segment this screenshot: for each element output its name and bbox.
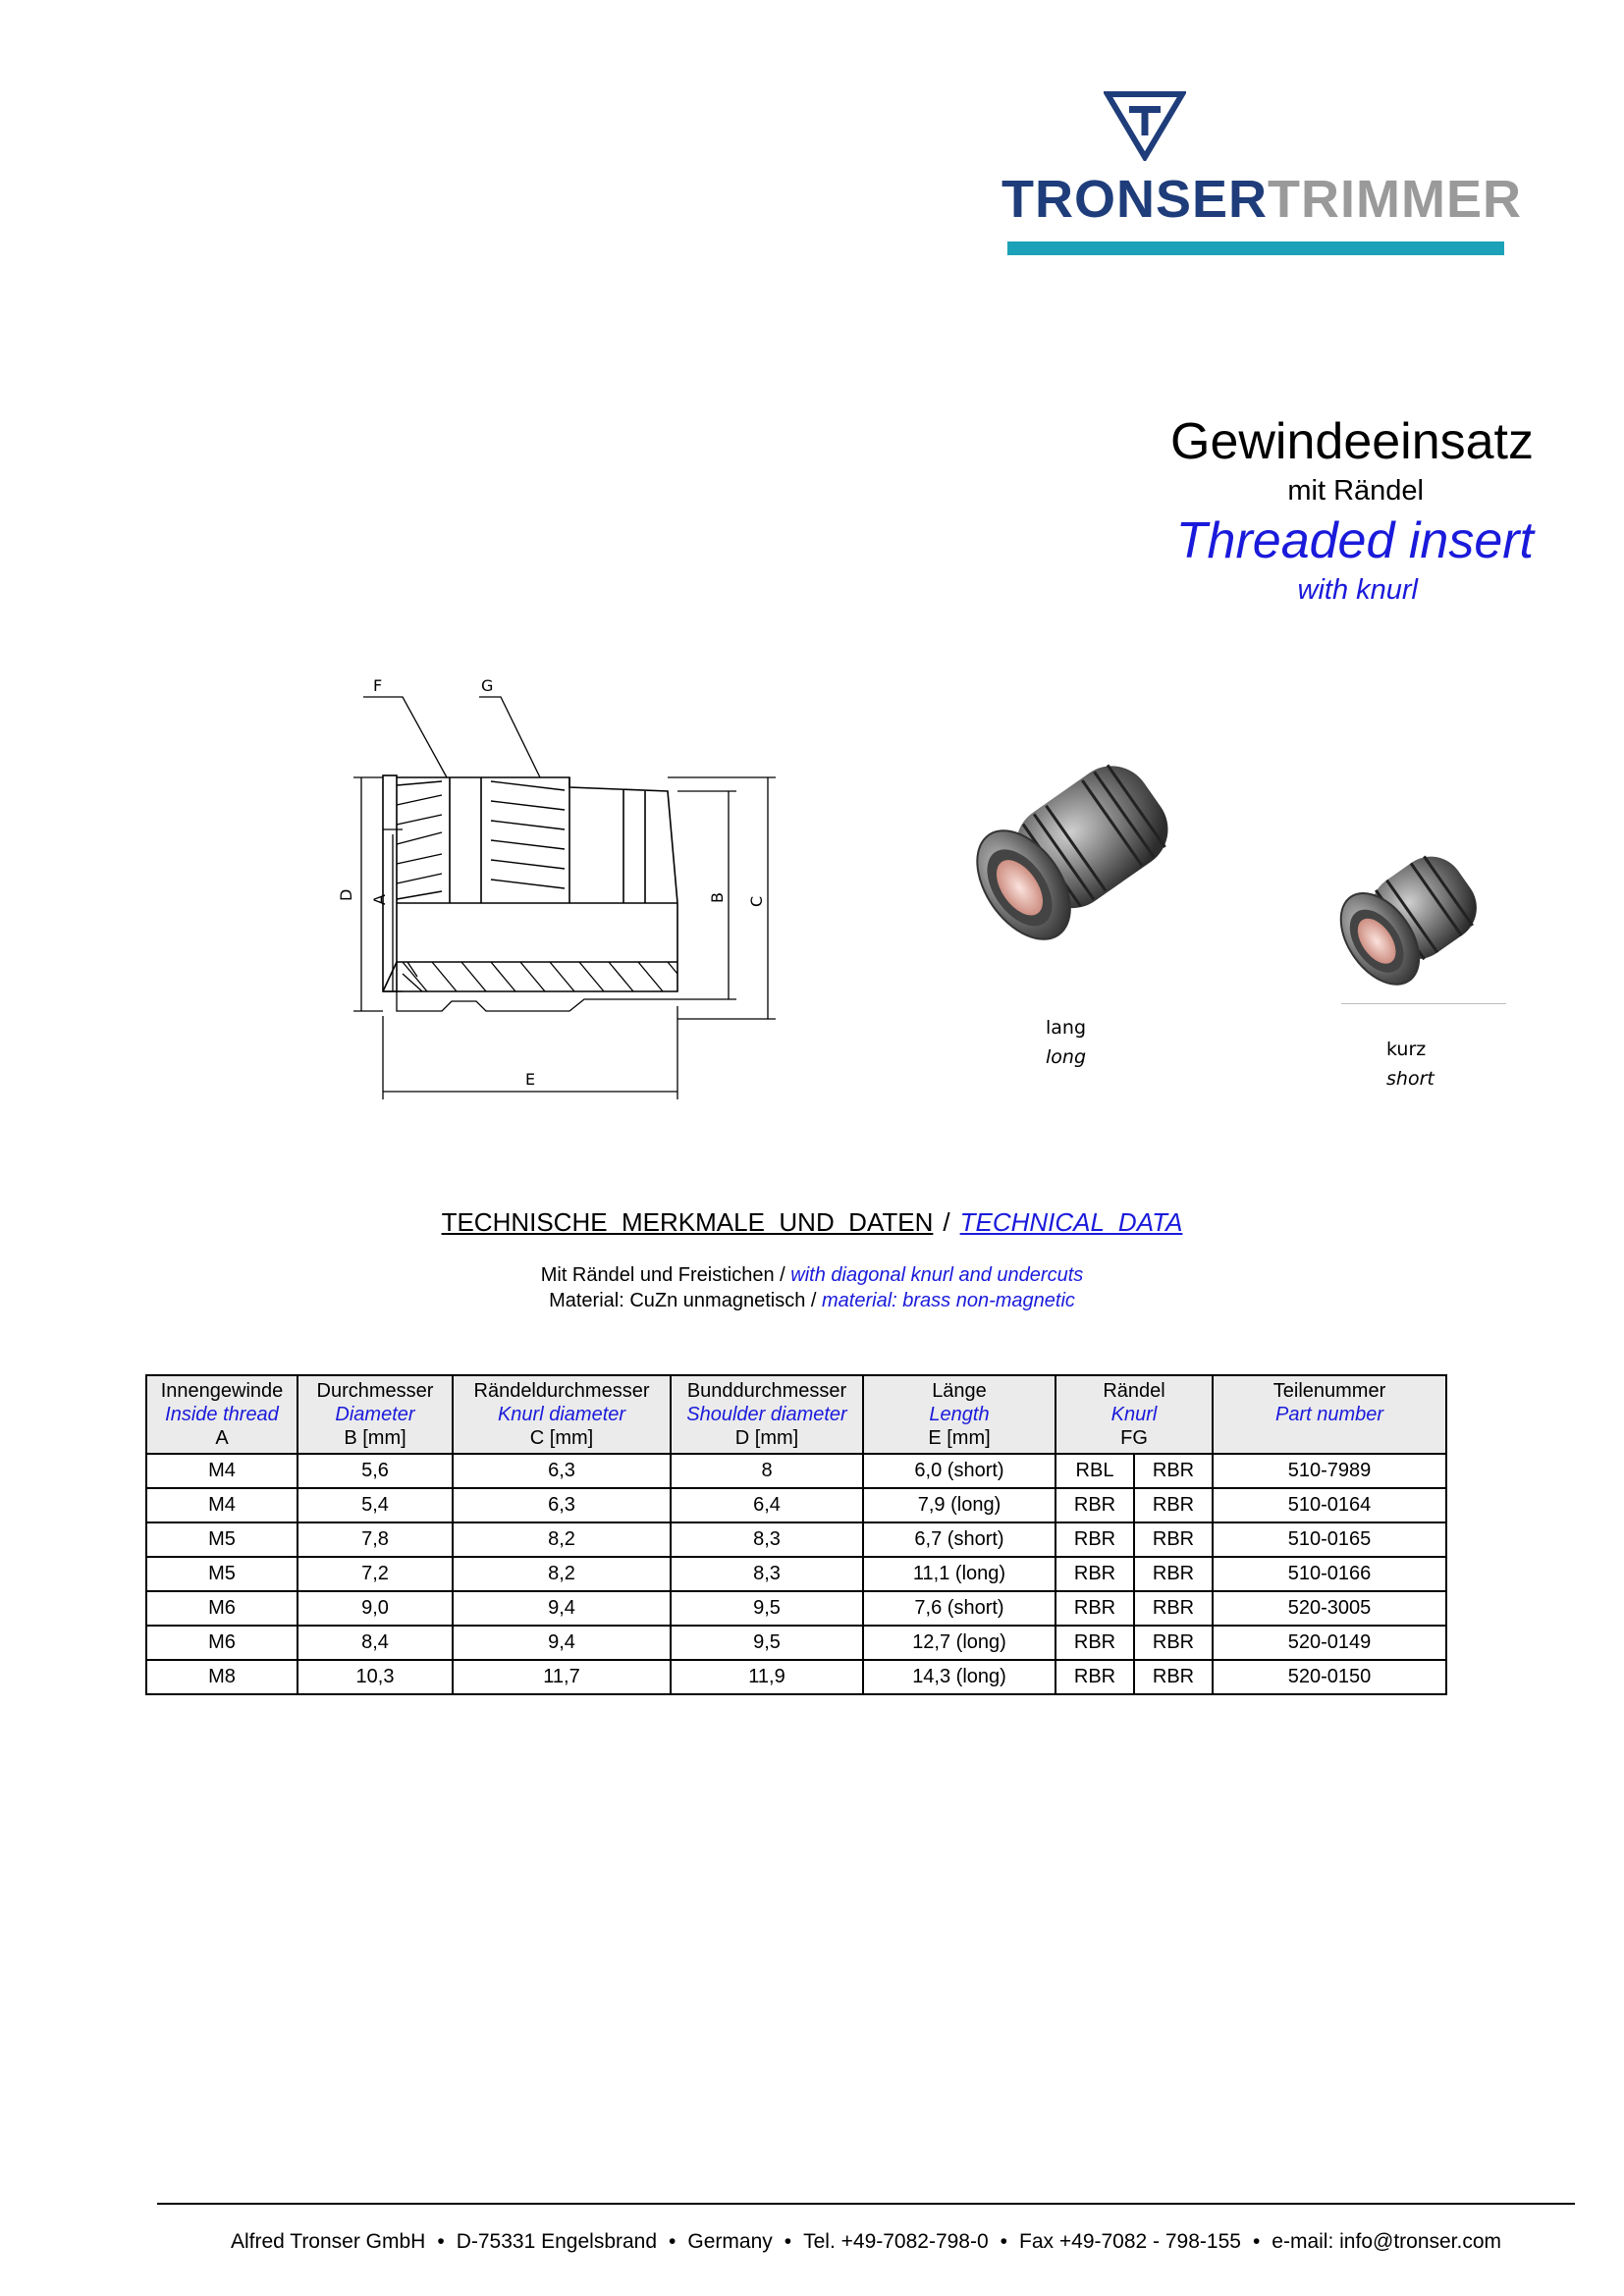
insert-short-photo: [1330, 825, 1527, 1021]
table-cell: 8,2: [453, 1557, 671, 1591]
table-cell: 9,5: [671, 1591, 863, 1626]
footer-bullet: •: [669, 2230, 677, 2253]
col-header-length: Länge Length E [mm]: [863, 1375, 1056, 1454]
table-cell: 9,4: [453, 1591, 671, 1626]
col-header-diameter: Durchmesser Diameter B [mm]: [298, 1375, 453, 1454]
rule-under-short-photo: [1341, 1003, 1506, 1004]
technical-drawing: [245, 667, 835, 1109]
table-row: [146, 1557, 1446, 1591]
table-cell: 7,2: [298, 1557, 453, 1591]
table-cell: 6,7 (short): [863, 1522, 1056, 1557]
table-cell: RBR: [1134, 1522, 1213, 1557]
table-cell: 510-7989: [1213, 1454, 1446, 1488]
table-cell: 8: [671, 1454, 863, 1488]
label-A: A: [370, 894, 389, 905]
table-cell: 6,3: [453, 1488, 671, 1522]
table-cell: M6: [146, 1591, 298, 1626]
table-cell: 7,6 (short): [863, 1591, 1056, 1626]
footer-email[interactable]: e-mail: info@tronser.com: [1272, 2230, 1502, 2253]
table-cell: RBR: [1134, 1557, 1213, 1591]
footer-bullet: •: [784, 2230, 792, 2253]
table-row: [146, 1522, 1446, 1557]
footer-bullet: •: [1252, 2230, 1261, 2253]
table-cell: 520-3005: [1213, 1591, 1446, 1626]
table-header-row: [146, 1375, 1446, 1454]
table-cell: 7,9 (long): [863, 1488, 1056, 1522]
table-cell: RBR: [1134, 1626, 1213, 1660]
footer-divider: [157, 2203, 1575, 2205]
heading-de: TECHNISCHE MERKMALE UND DATEN: [441, 1207, 934, 1237]
footer-phone: Tel. +49-7082-798-0: [803, 2230, 989, 2253]
table-cell: 11,9: [671, 1660, 863, 1694]
col-header-shoulder-diameter: Bunddurchmesser Shoulder diameter D [mm]: [671, 1375, 863, 1454]
page-title-de: Gewindeeinsatz: [1170, 413, 1534, 470]
label-D: D: [337, 888, 355, 901]
table-cell: RBR: [1056, 1626, 1134, 1660]
technical-data-table: [145, 1374, 1447, 1695]
page-footer: [157, 2230, 1575, 2254]
table-row: [146, 1454, 1446, 1488]
footer-bullet: •: [437, 2230, 445, 2253]
col-header-knurl: Rändel Knurl FG: [1056, 1375, 1213, 1454]
table-cell: 8,3: [671, 1522, 863, 1557]
insert-long-photo: [972, 756, 1227, 991]
table-cell: M8: [146, 1660, 298, 1694]
page-subtitle-de: mit Rändel: [1287, 475, 1424, 507]
table-cell: 6,4: [671, 1488, 863, 1522]
product-photos: [972, 756, 1542, 1099]
table-cell: 14,3 (long): [863, 1660, 1056, 1694]
table-cell: RBR: [1134, 1660, 1213, 1694]
table-cell: 510-0165: [1213, 1522, 1446, 1557]
table-cell: 520-0150: [1213, 1660, 1446, 1694]
table-cell: RBR: [1056, 1522, 1134, 1557]
table-cell: 7,8: [298, 1522, 453, 1557]
caption-short-en: short: [1386, 1068, 1435, 1090]
table-cell: 5,6: [298, 1454, 453, 1488]
note-knurl-de: Mit Rändel und Freistichen /: [540, 1264, 785, 1286]
table-cell: RBR: [1056, 1591, 1134, 1626]
table-cell: 9,5: [671, 1626, 863, 1660]
logo-accent-bar: [1007, 241, 1504, 255]
table-cell: M4: [146, 1454, 298, 1488]
heading-en: TECHNICAL DATA: [959, 1207, 1183, 1237]
table-cell: M5: [146, 1522, 298, 1557]
table-cell: RBR: [1134, 1454, 1213, 1488]
logo-wordmark: TRONSERTRIMMER: [1001, 170, 1522, 229]
table-cell: 520-0149: [1213, 1626, 1446, 1660]
note-knurl: [0, 1262, 1624, 1288]
table-cell: 11,7: [453, 1660, 671, 1694]
col-header-knurl-diameter: Rändeldurchmesser Knurl diameter C [mm]: [453, 1375, 671, 1454]
table-cell: 9,0: [298, 1591, 453, 1626]
table-cell: 6,3: [453, 1454, 671, 1488]
table-cell: RBR: [1056, 1660, 1134, 1694]
tronser-logo-mark-icon: [1104, 90, 1186, 161]
col-header-part-number: Teilenummer Part number: [1213, 1375, 1446, 1454]
page-subtitle-en: with knurl: [1297, 574, 1418, 606]
caption-long-en: long: [1046, 1046, 1087, 1068]
table-row: [146, 1488, 1446, 1522]
table-cell: 510-0166: [1213, 1557, 1446, 1591]
label-B: B: [708, 892, 727, 903]
table-cell: RBR: [1134, 1488, 1213, 1522]
caption-long-de: lang: [1046, 1017, 1087, 1039]
footer-address: D-75331 Engelsbrand: [456, 2230, 658, 2253]
footer-country: Germany: [687, 2230, 773, 2253]
table-cell: M6: [146, 1626, 298, 1660]
footer-fax: Fax +49-7082 - 798-155: [1019, 2230, 1241, 2253]
table-cell: 8,2: [453, 1522, 671, 1557]
table-row: [146, 1660, 1446, 1694]
note-material-de: Material: CuZn unmagnetisch /: [549, 1290, 817, 1311]
table-cell: 10,3: [298, 1660, 453, 1694]
table-cell: 8,4: [298, 1626, 453, 1660]
caption-short-de: kurz: [1386, 1039, 1427, 1060]
label-C: C: [747, 895, 766, 907]
table-cell: 12,7 (long): [863, 1626, 1056, 1660]
table-cell: RBR: [1134, 1591, 1213, 1626]
note-material-en: material: brass non-magnetic: [822, 1290, 1075, 1311]
title-block: [945, 412, 1534, 609]
label-G: G: [481, 676, 494, 695]
footer-bullet: •: [1000, 2230, 1008, 2253]
page-title-en: Threaded insert: [1175, 512, 1534, 569]
table-cell: 9,4: [453, 1626, 671, 1660]
table-row: [146, 1626, 1446, 1660]
table-cell: 6,0 (short): [863, 1454, 1056, 1488]
table-cell: M4: [146, 1488, 298, 1522]
material-notes: [0, 1262, 1624, 1313]
technical-data-heading: [0, 1207, 1624, 1238]
table-cell: M5: [146, 1557, 298, 1591]
table-cell: RBR: [1056, 1557, 1134, 1591]
table-cell: 510-0164: [1213, 1488, 1446, 1522]
col-header-inside-thread: Innengewinde Inside thread A: [146, 1375, 298, 1454]
table-cell: 5,4: [298, 1488, 453, 1522]
note-knurl-en: with diagonal knurl and undercuts: [790, 1264, 1084, 1286]
note-material: [0, 1288, 1624, 1313]
table-cell: 8,3: [671, 1557, 863, 1591]
table-row: [146, 1591, 1446, 1626]
table-cell: RBL: [1056, 1454, 1134, 1488]
company-logo: [1001, 90, 1522, 257]
footer-company: Alfred Tronser GmbH: [230, 2230, 426, 2253]
label-F: F: [373, 676, 383, 695]
label-E: E: [525, 1070, 536, 1089]
table-cell: RBR: [1056, 1488, 1134, 1522]
table-cell: 11,1 (long): [863, 1557, 1056, 1591]
heading-separator: /: [943, 1207, 950, 1237]
